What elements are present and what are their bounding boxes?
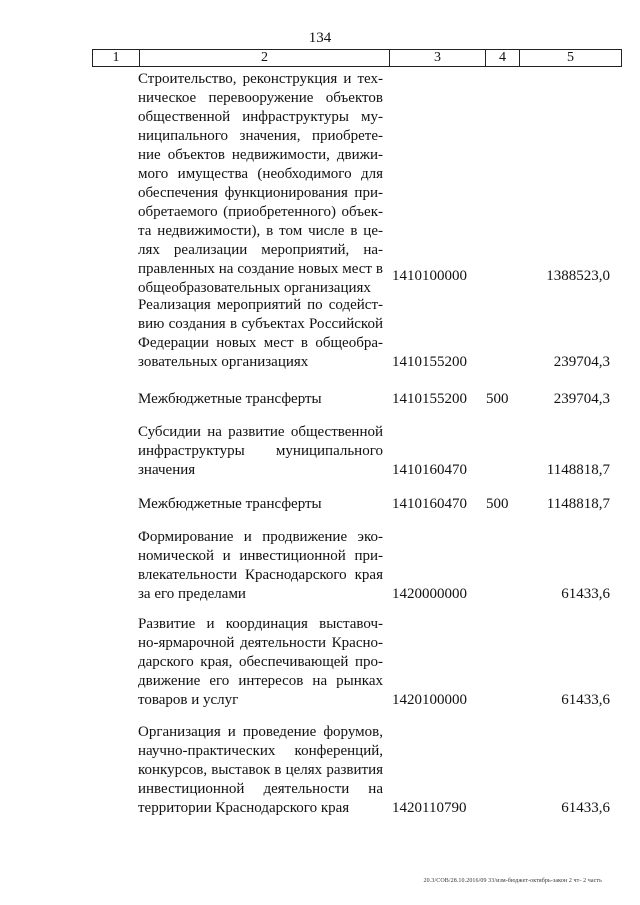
row-code: 1410155200 [392,354,467,370]
header-col-4: 4 [485,50,519,66]
footer-filename: 20.3/СОВ/28.10.2016/09 33/изм-бюджет-октябрь-закон 2 чт- 2 часть [423,878,602,884]
row-description: Строительство, реконструкция и тех- ническое перевооружение объектов общественной инфраструктуры му- ниципального значения, приобрете- ние объектов недвижимости, движи- мого имущества (необходимого для обеспечения функционирования при- обретаемого (приобретенного) объек- та недвижимости), в том числе в це- лях реализации мероприятий, на- правленных на создание новых мест в общеобразовательных организациях [138,71,383,296]
row-code: 1410160470 [392,462,467,478]
row-code: 1420110790 [392,800,467,816]
row-code: 1410160470 [392,496,467,512]
row-description: Формирование и продвижение эко- номической и инвестиционной при- влекательности Краснодарского края за его пределами [138,529,383,602]
row-description: Реализация мероприятий по содейст- вию создания в субъектах Российской Федерации новых мест в общеобра- зовательных организациях [138,297,383,370]
row-amount: 1148818,7 [546,462,610,478]
row-code: 1420000000 [392,586,467,602]
row-description: Межбюджетные трансферты [138,391,322,407]
row-vr: 500 [486,391,509,407]
row-amount: 239704,3 [553,354,610,370]
row-description: Субсидии на развитие общественной инфраструктуры муниципального значения [138,424,383,478]
row-code: 1410155200 [392,391,467,407]
table-header [92,49,622,67]
row-amount: 239704,3 [553,391,610,407]
row-code: 1410100000 [392,268,467,284]
row-amount: 1148818,7 [546,496,610,512]
row-description: Организация и проведение форумов, научно-практических конференций, конкурсов, выставок в целях развития инвестиционной деятельности на территории Краснодарского края [138,724,383,816]
row-amount: 61433,6 [561,800,610,816]
page-number: 134 [308,30,332,46]
header-col-5: 5 [519,50,621,66]
header-col-3: 3 [389,50,485,66]
row-vr: 500 [486,496,509,512]
row-amount: 1388523,0 [546,268,610,284]
row-code: 1420100000 [392,692,467,708]
row-amount: 61433,6 [561,692,610,708]
header-col-1: 1 [112,50,120,65]
header-col-2: 2 [139,50,389,66]
row-amount: 61433,6 [561,586,610,602]
row-description: Развитие и координация выставоч- но-ярмарочной деятельности Красно- дарского края, обеспечивающей про- движение его интересов на рынках товаров и услуг [138,616,383,708]
row-description: Межбюджетные трансферты [138,496,322,512]
